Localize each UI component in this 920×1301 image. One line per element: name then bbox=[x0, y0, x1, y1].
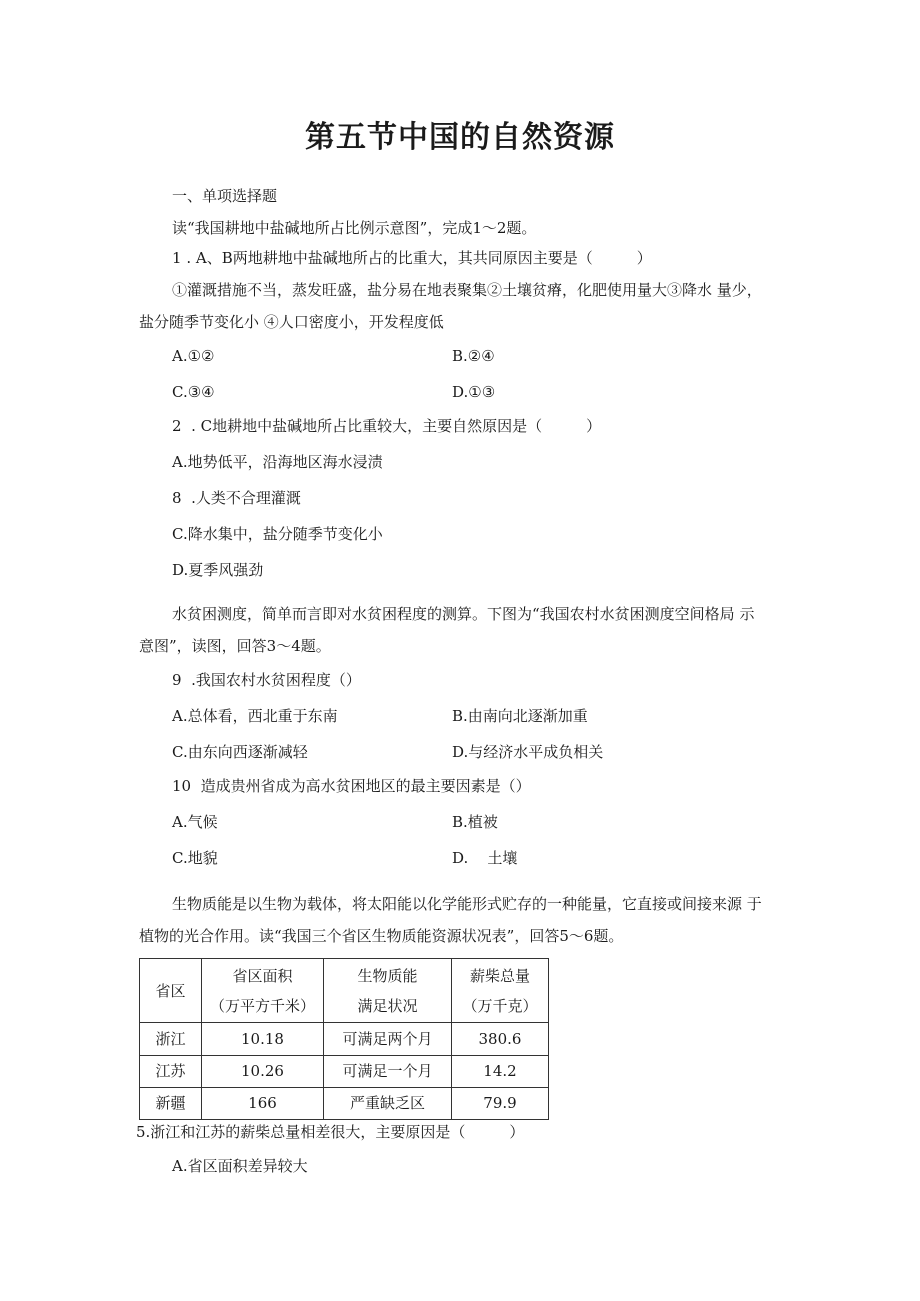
option-a: A.气候 bbox=[172, 813, 218, 831]
page-title: 第五节中国的自然资源 bbox=[305, 120, 615, 155]
question-number: 9 bbox=[172, 671, 182, 689]
question-number: 10 bbox=[172, 777, 192, 795]
header-biomass bbox=[324, 959, 452, 1023]
option-text: .人类不合理灌溉 bbox=[191, 489, 301, 507]
question-stem: . A、B两地耕地中盐碱地所占的比重大，其共同原因主要是（ bbox=[186, 249, 593, 267]
header-biomass-line-1: 生物质能 bbox=[357, 966, 418, 985]
question-3 bbox=[172, 670, 361, 690]
question-1-desc-line-1: ①灌溉措施不当，蒸发旺盛，盐分易在地表聚集②土壤贫瘠，化肥使用量大③降水 量少， bbox=[172, 281, 762, 299]
question-number: 1 bbox=[172, 249, 182, 267]
intro-text-2-line-1: 水贫困测度，简单而言即对水贫困程度的测算。下图为“我国农村水贫困测度空间格局 示 bbox=[172, 605, 755, 623]
cell-firewood: 14.2 bbox=[452, 1055, 549, 1087]
question-1-desc-line-2: 盐分随季节变化小 ④人口密度小，开发程度低 bbox=[139, 313, 444, 331]
question-2 bbox=[172, 416, 601, 436]
option-c: C.③④ bbox=[172, 383, 215, 401]
question-4 bbox=[172, 776, 531, 796]
biomass-table bbox=[139, 958, 549, 1120]
cell-area: 10.18 bbox=[202, 1023, 324, 1055]
option-number: 8 bbox=[172, 489, 182, 507]
cell-province: 新疆 bbox=[140, 1087, 202, 1119]
option-b: B.植被 bbox=[452, 813, 498, 831]
cell-biomass: 可满足两个月 bbox=[324, 1023, 452, 1055]
table-header-row bbox=[140, 959, 549, 1023]
paren-close: ） bbox=[509, 1123, 525, 1141]
option-c: C.降水集中，盐分随季节变化小 bbox=[172, 525, 383, 543]
question-stem: 造成贵州省成为高水贫困地区的最主要因素是（） bbox=[200, 777, 531, 795]
cell-province: 浙江 bbox=[140, 1023, 202, 1055]
option-c: C.由东向西逐渐减轻 bbox=[172, 743, 308, 761]
intro-text-3-line-2: 植物的光合作用。读“我国三个省区生物质能资源状况表”，回答5～6题。 bbox=[139, 927, 624, 945]
section-heading: 一、单项选择题 bbox=[172, 187, 278, 205]
table-row bbox=[140, 1087, 549, 1119]
option-a: A.省区面积差异较大 bbox=[172, 1157, 308, 1175]
option-c: C.地貌 bbox=[172, 849, 218, 867]
cell-area: 166 bbox=[202, 1087, 324, 1119]
intro-text-1: 读“我国耕地中盐碱地所占比例示意图”，完成1～2题。 bbox=[172, 219, 537, 237]
option-b bbox=[172, 488, 301, 508]
option-d: D.夏季风强劲 bbox=[172, 561, 264, 579]
question-1 bbox=[172, 248, 652, 268]
cell-firewood: 79.9 bbox=[452, 1087, 549, 1119]
option-b: B.②④ bbox=[452, 347, 495, 365]
option-a: A.地势低平，沿海地区海水浸渍 bbox=[172, 453, 383, 471]
option-a: A.①② bbox=[172, 347, 215, 365]
cell-biomass: 可满足一个月 bbox=[324, 1055, 452, 1087]
option-d: D.①③ bbox=[452, 383, 496, 401]
header-firewood-line-1: 薪柴总量 bbox=[469, 966, 530, 985]
header-area-line-1: 省区面积 bbox=[232, 966, 293, 985]
question-stem: 5.浙江和江苏的薪柴总量相差很大，主要原因是（ bbox=[136, 1123, 466, 1141]
header-area bbox=[202, 959, 324, 1023]
header-biomass-line-2: 满足状况 bbox=[357, 996, 418, 1015]
option-d: D. 土壤 bbox=[452, 849, 518, 867]
cell-biomass: 严重缺乏区 bbox=[324, 1087, 452, 1119]
option-a: A.总体看，西北重于东南 bbox=[172, 707, 338, 725]
option-b: B.由南向北逐渐加重 bbox=[452, 707, 588, 725]
cell-area: 10.26 bbox=[202, 1055, 324, 1087]
header-firewood bbox=[452, 959, 549, 1023]
paren-close: ） bbox=[636, 249, 652, 267]
question-5 bbox=[136, 1122, 524, 1142]
paren-close: ） bbox=[586, 417, 602, 435]
intro-text-3-line-1: 生物质能是以生物为载体，将太阳能以化学能形式贮存的一种能量，它直接或间接来源 于 bbox=[172, 895, 762, 913]
option-d: D.与经济水平成负相关 bbox=[452, 743, 604, 761]
table-row bbox=[140, 1055, 549, 1087]
question-stem: . C地耕地中盐碱地所占比重较大，主要自然原因是（ bbox=[191, 417, 543, 435]
question-number: 2 bbox=[172, 417, 182, 435]
question-stem: .我国农村水贫困程度（） bbox=[191, 671, 361, 689]
header-area-line-2: （万平方千米） bbox=[209, 996, 315, 1015]
cell-firewood: 380.6 bbox=[452, 1023, 549, 1055]
intro-text-2-line-2: 意图”，读图，回答3～4题。 bbox=[139, 637, 331, 655]
cell-province: 江苏 bbox=[140, 1055, 202, 1087]
header-province: 省区 bbox=[140, 959, 202, 1023]
table-row bbox=[140, 1023, 549, 1055]
header-firewood-line-2: （万千克） bbox=[462, 996, 538, 1015]
